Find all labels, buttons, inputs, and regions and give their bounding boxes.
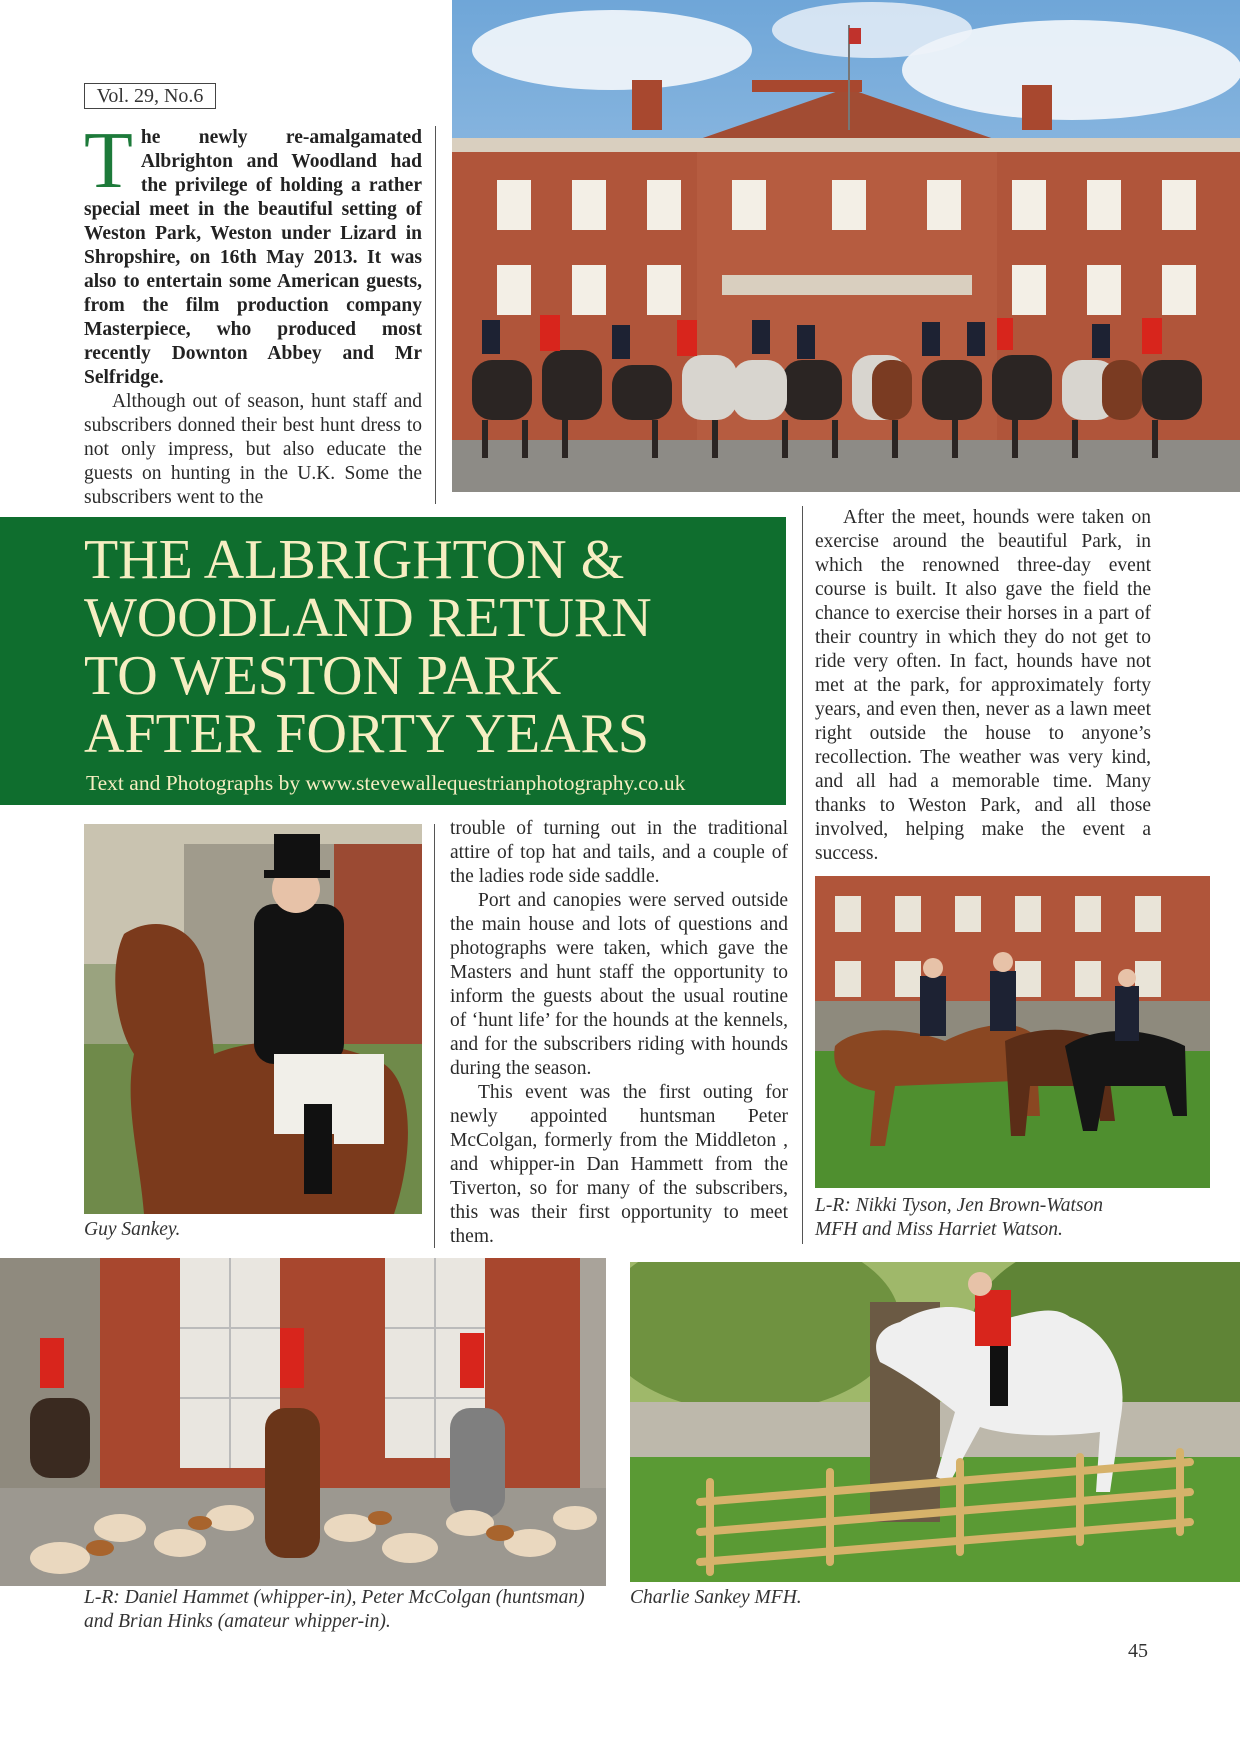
photo-riders [815, 876, 1210, 1188]
column-rule [802, 506, 803, 1244]
caption-riders [815, 1194, 1195, 1242]
intro-paragraph [84, 117, 422, 390]
headline-banner [0, 517, 786, 805]
caption-guy-sankey: Guy Sankey. [84, 1219, 181, 1240]
drop-cap: T [84, 117, 133, 205]
headline-line: AFTER FORTY YEARS [84, 703, 650, 765]
intro-column [84, 117, 422, 510]
caption-charlie-sankey: Charlie Sankey MFH. [630, 1587, 802, 1608]
caption-riders-line: MFH and Miss Harriet Watson. [815, 1219, 1063, 1240]
middle-column [450, 817, 788, 1249]
photo-charlie-sankey [630, 1262, 1240, 1582]
headline [84, 531, 784, 763]
body-paragraph: This event was the first outing for newly appointed huntsman Peter McColgan, formerly from the Middleton , and whipper-in Dan Hammett from the Tiverton, so for many of the subscribers, this was their first opportunity to meet them. [450, 1082, 788, 1247]
photo-hounds [0, 1258, 606, 1586]
photo-guy-sankey [84, 824, 422, 1214]
headline-line: THE ALBRIGHTON & [84, 529, 625, 591]
body-paragraph: After the meet, hounds were taken on exercise around the beautiful Park, in which the renowned three-day event course is built. It also gave the field the chance to exercise their horses in a part of their country in which they do not get to ride very often. In fact, hounds have not met at the park, for approximately forty years, and even then, never as a lawn meet right outside the house to anyone’s recollection. The weather was very kind, and all had a memorable time. Many thanks to Weston Park, and all those involved, helping make the event a success. [815, 507, 1151, 864]
headline-line: WOODLAND RETURN [84, 587, 652, 649]
caption-riders-line: L-R: Nikki Tyson, Jen Brown-Watson [815, 1195, 1103, 1216]
right-column [815, 506, 1151, 866]
page-number: 45 [1128, 1640, 1148, 1662]
body-paragraph: Port and canopies were served outside the main house and lots of questions and photographs were taken, which gave the Masters and hunt staff the opportunity to inform the guests about the usual routine of ‘hunt life’ for the hounds at the kennels, and for the subscribers riding with hounds during the season. [450, 890, 788, 1079]
issue-label: Vol. 29, No.6 [84, 83, 216, 109]
caption-hounds-line: L-R: Daniel Hammet (whipper-in), Peter McColgan (huntsman) [84, 1587, 585, 1608]
body-paragraph: Although out of season, hunt staff and subscribers donned their best hunt dress to not only impress, but also educate the guests on hunting in the U.K. Some the subscribers went to the [84, 391, 422, 508]
caption-hounds-line: and Brian Hinks (amateur whipper-in). [84, 1611, 391, 1632]
intro-text: he newly re-amalgamated Albrighton and Woodland had the privilege of holding a rather special meet in the beautiful setting of Weston Park, Weston under Lizard in Shropshire, on 16th May 2013. It was also to entertain some American guests, from the film production company Masterpiece, who produced most recently Downton Abbey and Mr Selfridge. [84, 127, 422, 388]
byline: Text and Photographs by www.stevewallequestrianphotography.co.uk [86, 771, 686, 795]
headline-line: TO WESTON PARK [84, 645, 562, 707]
photo-weston-park-hall [452, 0, 1240, 492]
body-paragraph: trouble of turning out in the traditional attire of top hat and tails, and a couple of the ladies rode side saddle. [450, 818, 788, 887]
column-rule [434, 824, 435, 1248]
caption-hounds [84, 1586, 644, 1634]
column-rule [435, 126, 436, 504]
